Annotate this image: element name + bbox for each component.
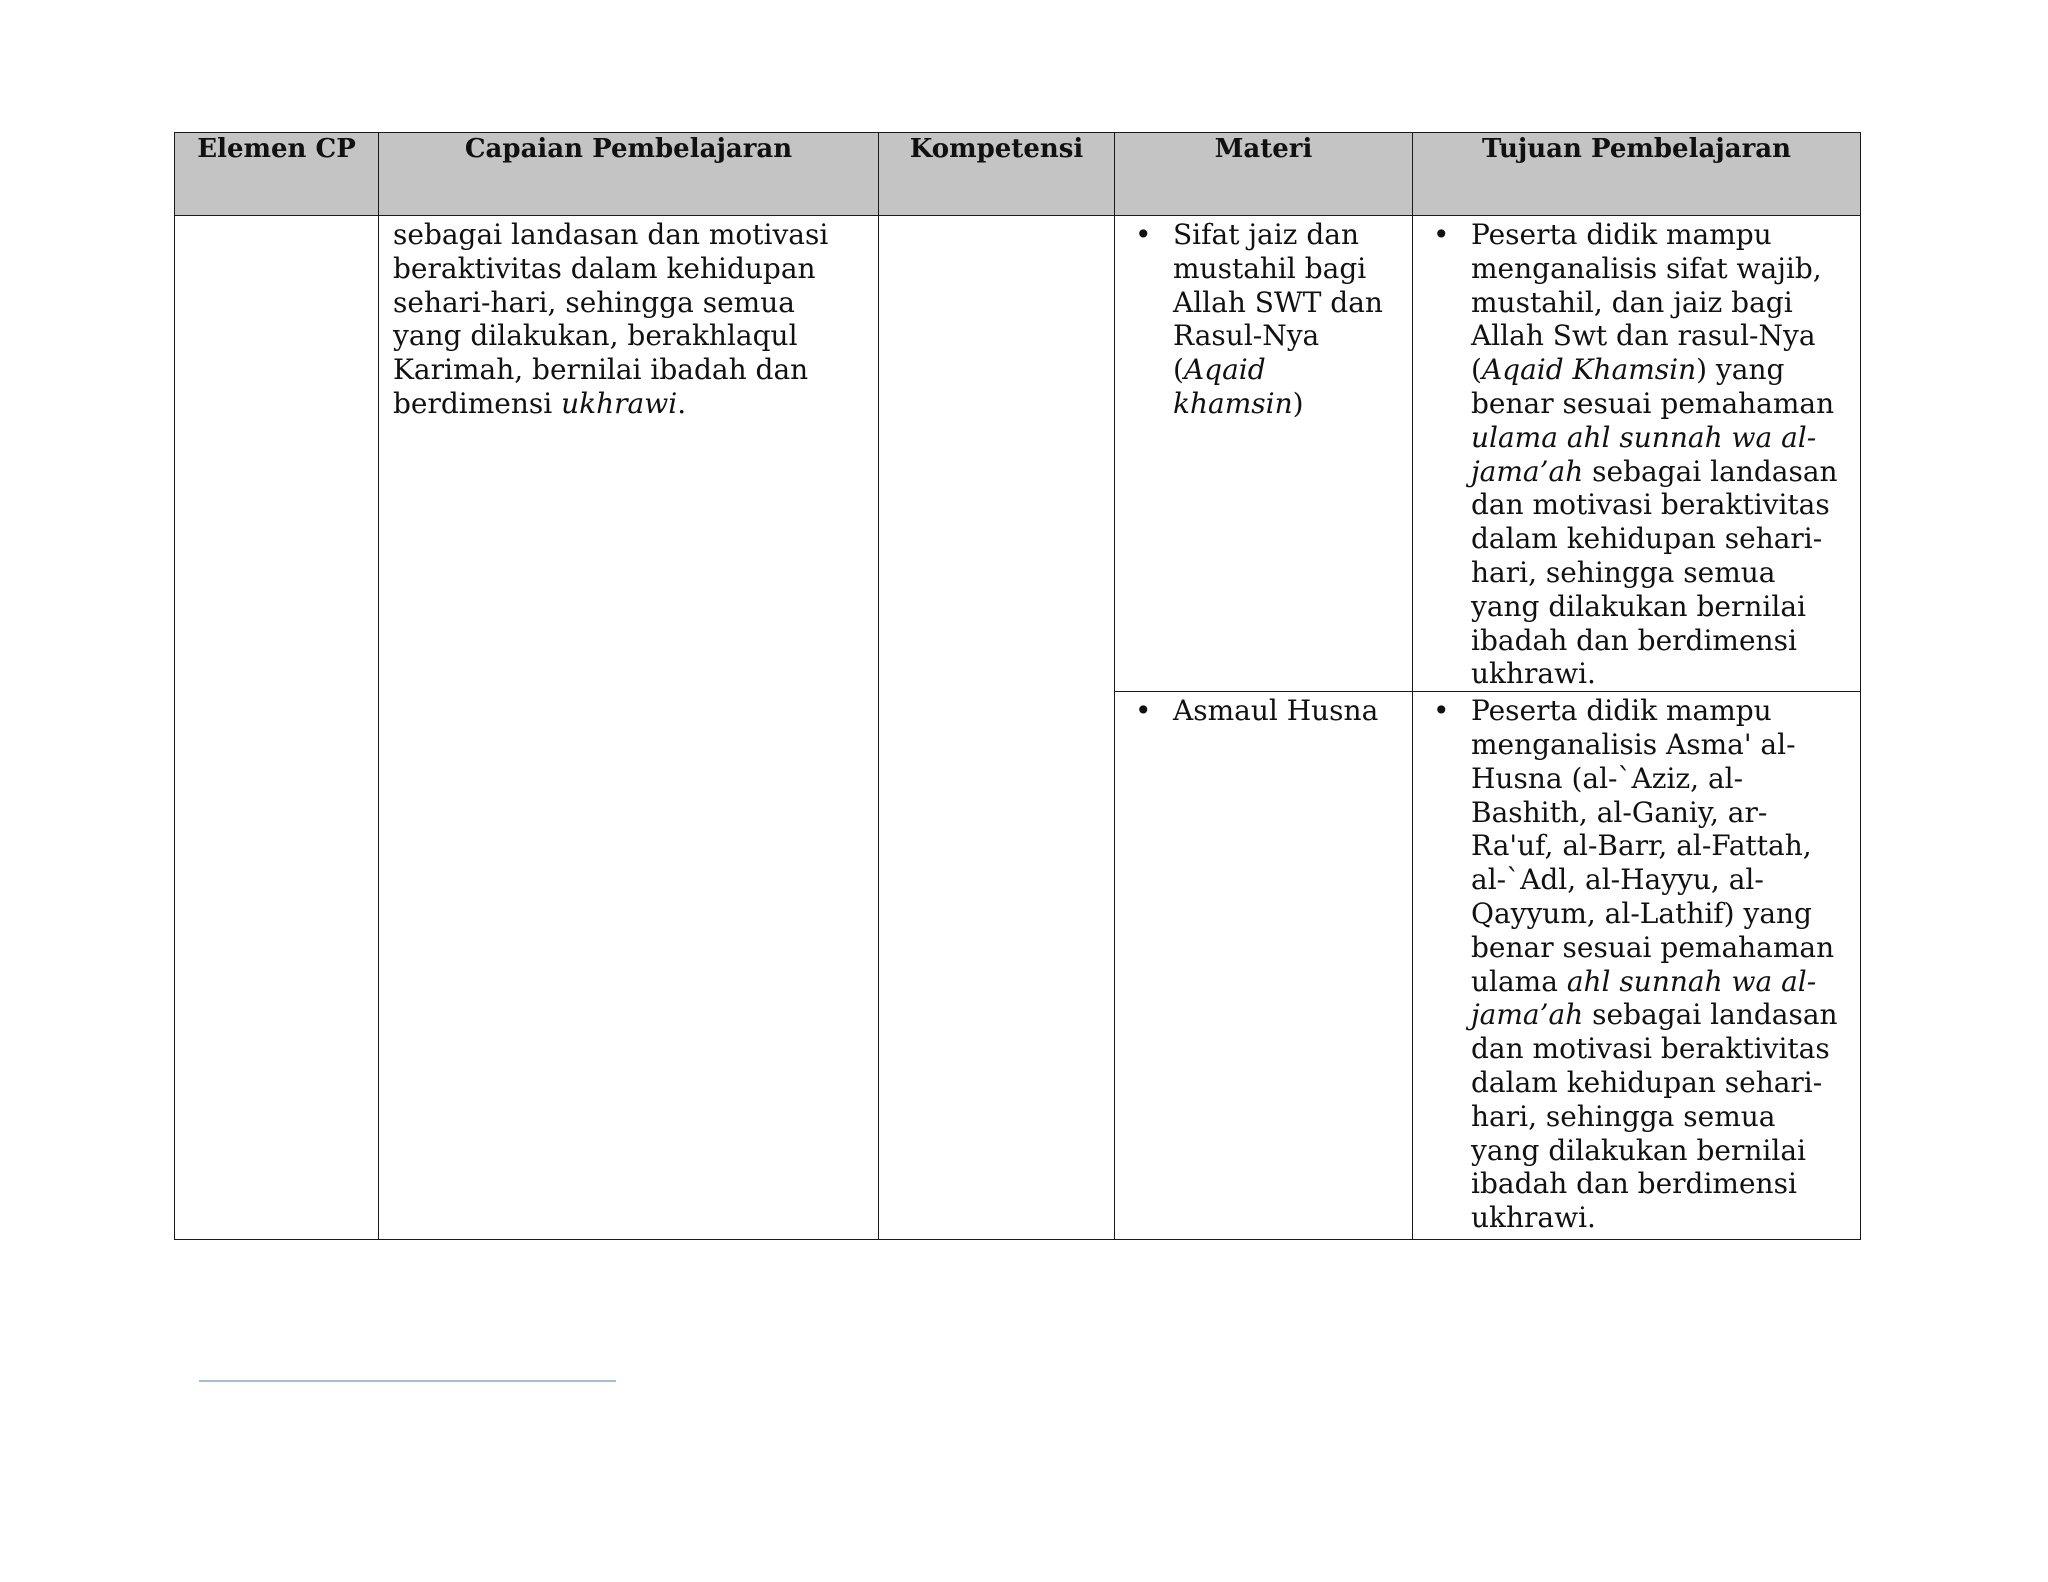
header-capaian-pembelajaran: Capaian Pembelajaran bbox=[379, 133, 879, 216]
tujuan-cell-1 bbox=[1413, 216, 1861, 692]
elemen-cp-cell bbox=[175, 216, 379, 1240]
materi-cell-2 bbox=[1115, 692, 1413, 1240]
materi-end: ) bbox=[1292, 386, 1304, 420]
header-tujuan-pembelajaran: Tujuan Pembelajaran bbox=[1413, 133, 1861, 216]
materi-text: Sifat jaiz dan mustahil bagi Allah SWT dan Rasul-Nya ( bbox=[1173, 218, 1383, 387]
bullet-icon: • bbox=[1135, 218, 1152, 251]
bullet-icon: • bbox=[1433, 218, 1450, 251]
tujuan-cell-2 bbox=[1413, 692, 1861, 1240]
capaian-italic: ukhrawi bbox=[561, 386, 678, 420]
bullet-icon: • bbox=[1135, 694, 1152, 728]
tujuan-italic: Aqaid Khamsin bbox=[1481, 353, 1697, 387]
table-header-row bbox=[175, 133, 1861, 216]
tujuan-italic: ulama ahl sunnah wa al-jama’ah bbox=[1471, 420, 1817, 488]
capaian-end: . bbox=[677, 386, 687, 420]
tujuan-text: Peserta didik mampu menganalisis Asma' al-Husna (al-`Aziz, al-Bashith, al-Ganiy, ar-Ra'uf, al-Barr, al-Fattah, al-`Adl, al-Hayyu, al-Qayyum, al-Lathif) yang benar sesuai pemahaman ulama bbox=[1471, 694, 1835, 998]
header-materi: Materi bbox=[1115, 133, 1413, 216]
materi-italic: Aqaid khamsin bbox=[1173, 353, 1293, 420]
tujuan-text: ) yang benar sesuai pemahaman bbox=[1471, 353, 1835, 420]
header-elemen-cp: Elemen CP bbox=[175, 133, 379, 216]
capaian-cell bbox=[379, 216, 879, 1240]
curriculum-table bbox=[174, 132, 1861, 1240]
footnote-separator bbox=[199, 1380, 616, 1382]
kompetensi-cell bbox=[879, 216, 1115, 1240]
tujuan-text: sebagai landasan dan motivasi beraktivitas dalam kehidupan sehari-hari, sehingga semua yang dilakukan bernilai ibadah dan berdimensi ukhrawi. bbox=[1471, 998, 1838, 1235]
materi-text: Asmaul Husna bbox=[1173, 694, 1379, 728]
bullet-icon: • bbox=[1433, 694, 1450, 728]
tujuan-italic: ahl sunnah wa al-jama’ah bbox=[1471, 964, 1817, 1032]
header-kompetensi: Kompetensi bbox=[879, 133, 1115, 216]
table-row bbox=[175, 216, 1861, 692]
capaian-text: sebagai landasan dan motivasi beraktivitas dalam kehidupan sehari-hari, sehingga semua yang dilakukan, berakhlaqul Karimah, bernilai ibadah dan berdimensi bbox=[393, 218, 829, 420]
materi-cell-1 bbox=[1115, 216, 1413, 692]
tujuan-text: sebagai landasan dan motivasi beraktivitas dalam kehidupan sehari-hari, sehingga semua yang dilakukan bernilai ibadah dan berdimensi ukhrawi. bbox=[1471, 454, 1838, 691]
tujuan-text: Peserta didik mampu menganalisis sifat wajib, mustahil, dan jaiz bagi Allah Swt dan rasul-Nya ( bbox=[1471, 218, 1822, 387]
